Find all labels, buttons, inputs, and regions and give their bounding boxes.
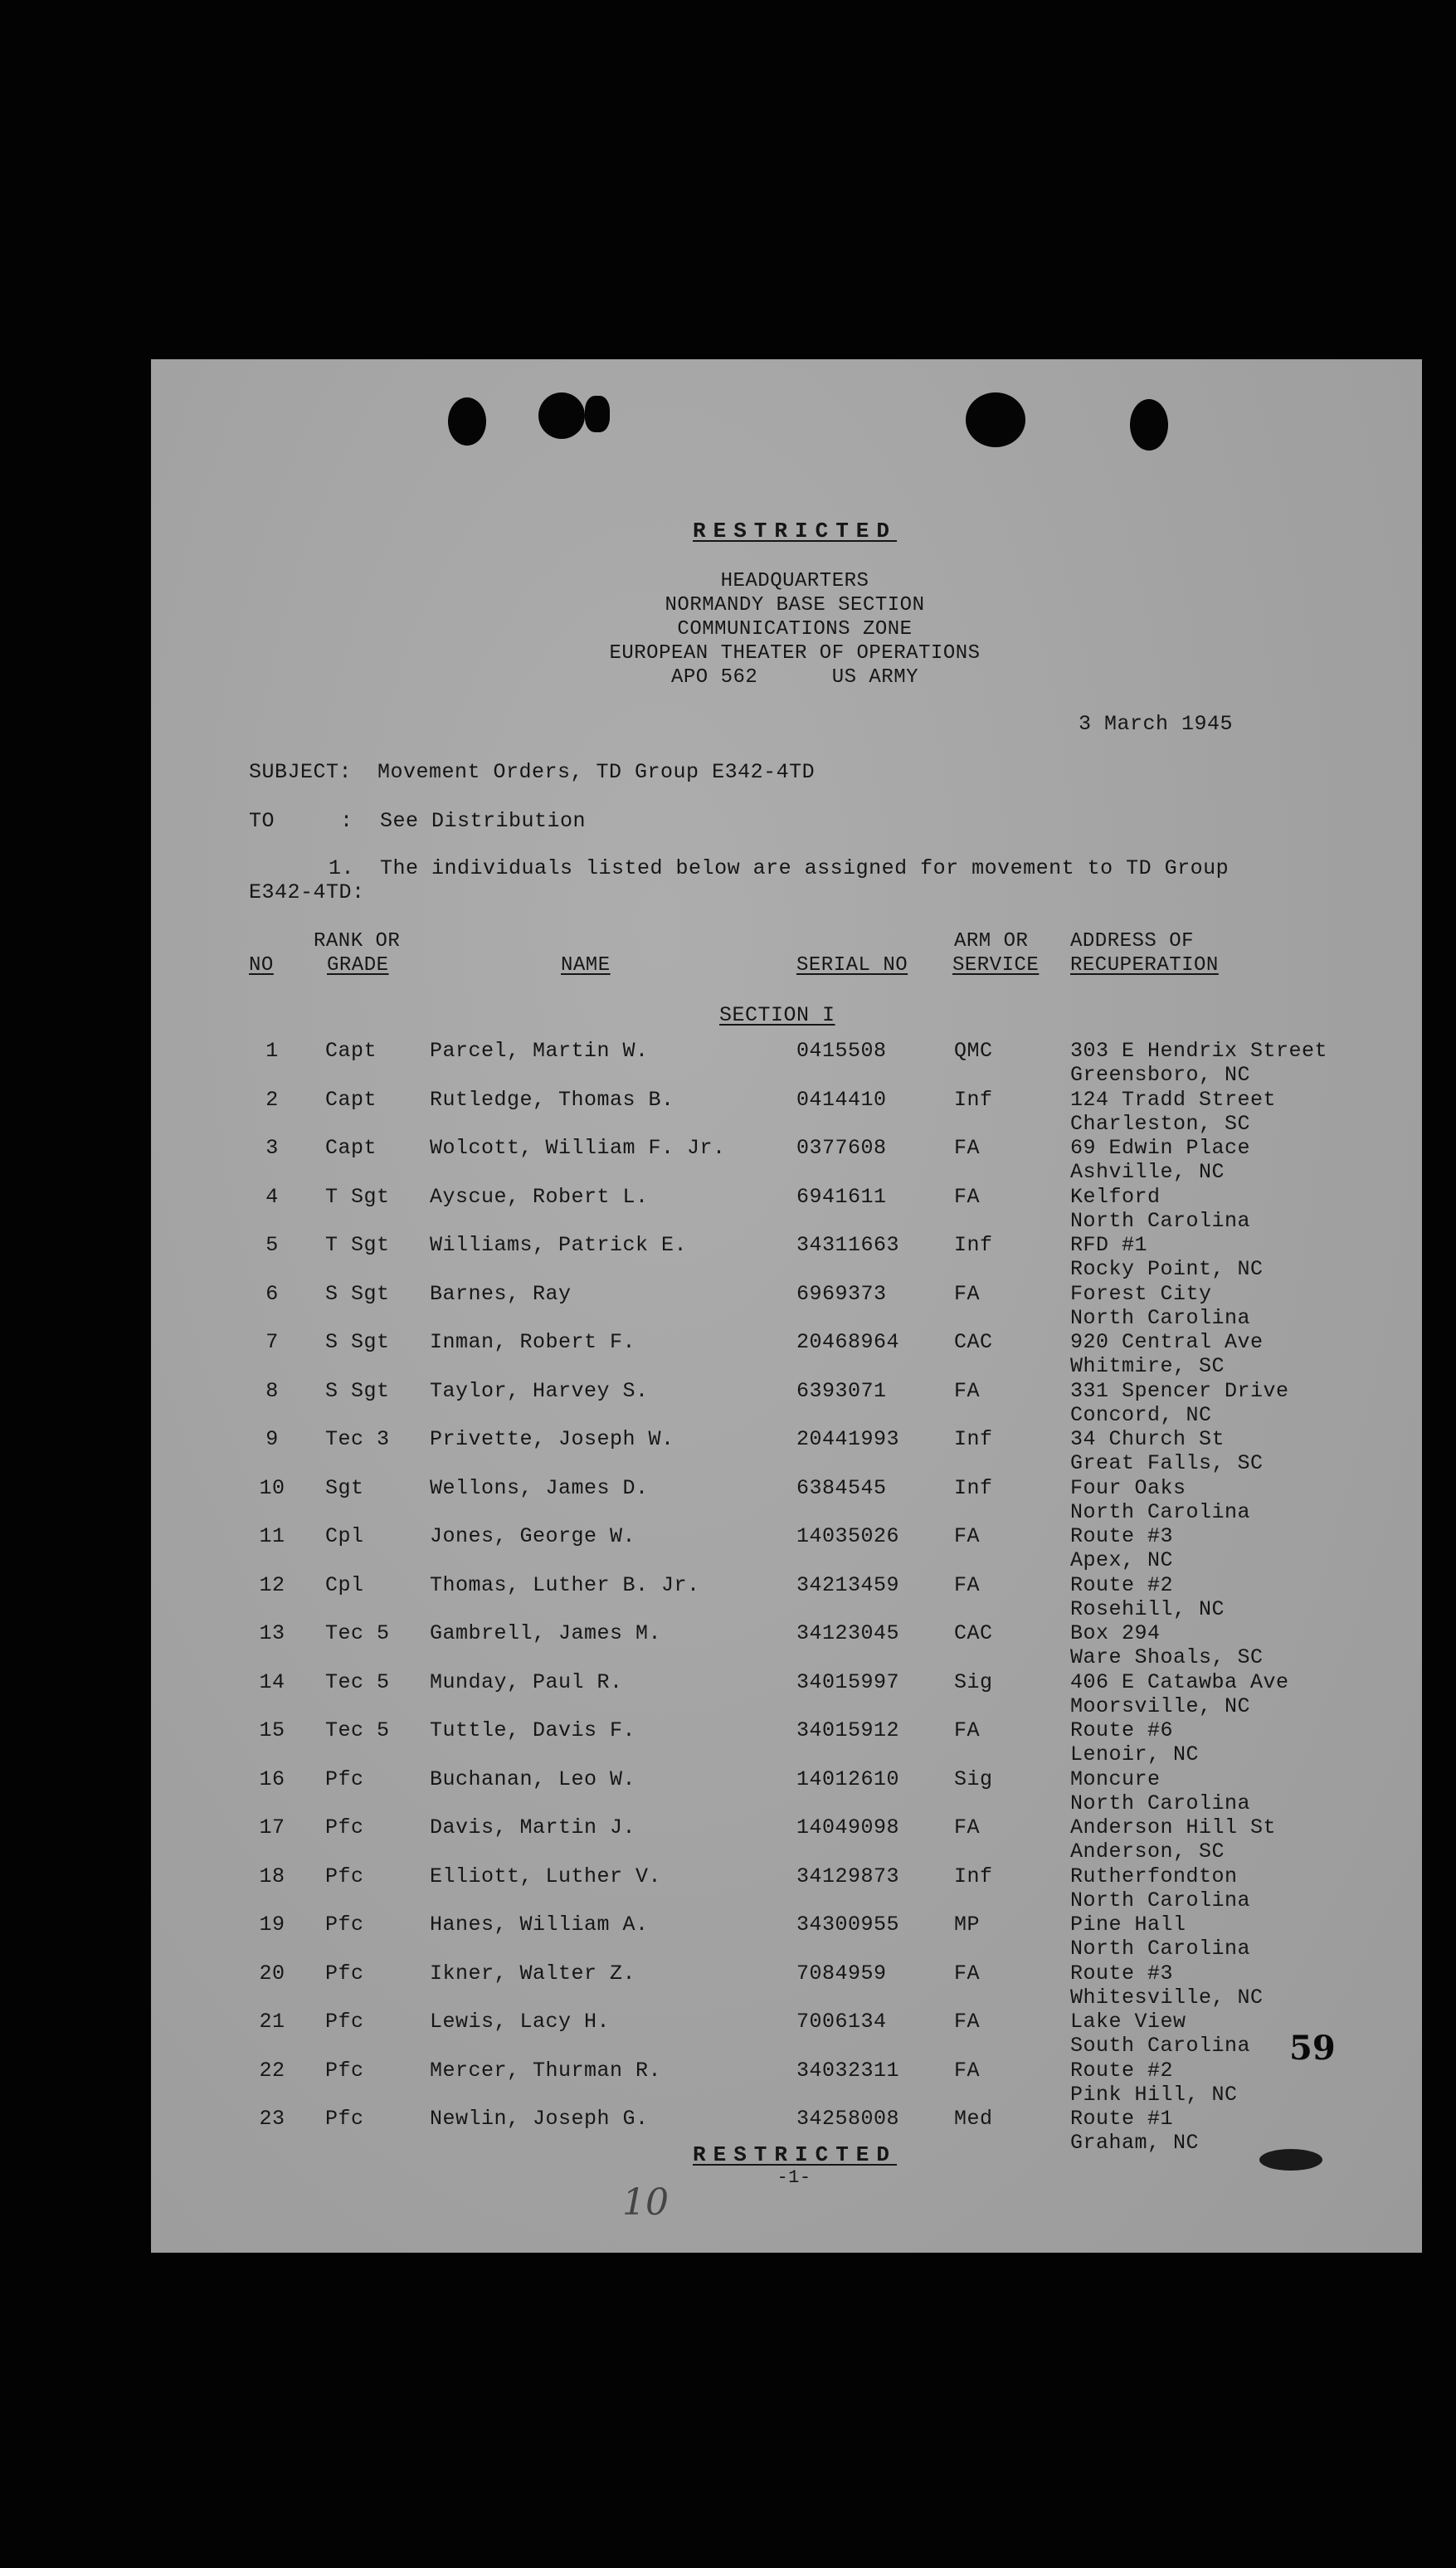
row-name: Privette, Joseph W. (430, 1427, 674, 1451)
table-row (151, 1671, 1422, 1719)
table-row (151, 1768, 1422, 1816)
row-number: 12 (259, 1572, 285, 1597)
row-rank: S Sgt (325, 1378, 390, 1403)
row-number: 5 (265, 1233, 279, 1257)
row-number: 8 (265, 1378, 279, 1403)
row-name: Ayscue, Robert L. (430, 1184, 649, 1209)
row-address-line-1: RFD #1 (1070, 1233, 1148, 1257)
row-arm: MP (954, 1913, 981, 1937)
table-row (151, 1477, 1422, 1525)
row-address-line-1: 69 Edwin Place (1070, 1136, 1251, 1160)
to-label: TO (249, 809, 275, 833)
row-arm: FA (954, 1378, 981, 1403)
row-rank: Capt (325, 1087, 377, 1112)
row-rank: Pfc (325, 1961, 364, 1986)
row-serial: 34129873 (796, 1864, 900, 1888)
col-name: NAME (561, 954, 611, 977)
row-address-line-2: North Carolina (1070, 1305, 1251, 1330)
row-address-line-2: Whitmire, SC (1070, 1354, 1225, 1378)
row-serial: 34015912 (796, 1718, 900, 1742)
row-number: 18 (259, 1864, 285, 1888)
row-name: Lewis, Lacy H. (430, 2010, 611, 2034)
row-rank: Pfc (325, 1815, 364, 1840)
to-colon: : (340, 809, 353, 833)
row-number: 13 (259, 1621, 285, 1645)
row-name: Wolcott, William F. Jr. (430, 1136, 726, 1160)
paragraph-number: 1. (329, 856, 355, 880)
row-name: Mercer, Thurman R. (430, 2058, 662, 2083)
table-row (151, 1719, 1422, 1767)
hq-line-3: COMMUNICATIONS ZONE (677, 618, 913, 641)
row-number: 17 (259, 1815, 285, 1840)
table-row (151, 1137, 1422, 1185)
row-rank: S Sgt (325, 1281, 390, 1306)
row-rank: Tec 5 (325, 1669, 390, 1694)
table-row (151, 1089, 1422, 1137)
row-address-line-1: Route #1 (1070, 2107, 1174, 2131)
punch-hole (585, 396, 610, 432)
row-rank: T Sgt (325, 1233, 390, 1257)
col-no: NO (249, 954, 274, 977)
row-name: Munday, Paul R. (430, 1669, 623, 1694)
row-rank: Cpl (325, 1524, 364, 1548)
row-arm: CAC (954, 1330, 993, 1354)
classification-top: RESTRICTED (692, 519, 898, 543)
row-address-line-1: Route #3 (1070, 1961, 1174, 1986)
row-address-line-1: Four Oaks (1070, 1475, 1186, 1500)
row-number: 4 (265, 1184, 279, 1209)
row-serial: 14035026 (796, 1524, 900, 1548)
row-address-line-2: North Carolina (1070, 1208, 1251, 1233)
row-arm: FA (954, 1184, 981, 1209)
row-name: Hanes, William A. (430, 1913, 649, 1937)
row-number: 20 (259, 1961, 285, 1986)
row-name: Williams, Patrick E. (430, 1233, 688, 1257)
row-arm: CAC (954, 1621, 993, 1645)
page-stamp: 59 (1289, 2029, 1336, 2068)
to-text: See Distribution (380, 809, 587, 833)
punch-hole (1130, 399, 1168, 451)
row-serial: 0414410 (796, 1087, 887, 1112)
row-address-line-1: Rutherfondton (1070, 1864, 1238, 1888)
row-number: 11 (259, 1524, 285, 1548)
subject-text: Movement Orders, TD Group E342-4TD (377, 760, 816, 784)
row-name: Davis, Martin J. (430, 1815, 636, 1840)
row-rank: Pfc (325, 1864, 364, 1888)
row-address-line-1: 124 Tradd Street (1070, 1087, 1277, 1112)
row-serial: 6969373 (796, 1281, 887, 1306)
row-address-line-2: Moorsville, NC (1070, 1693, 1251, 1718)
row-address-line-1: 920 Central Ave (1070, 1330, 1264, 1354)
row-number: 10 (259, 1475, 285, 1500)
row-address-line-2: Great Falls, SC (1070, 1451, 1264, 1475)
row-serial: 34123045 (796, 1621, 900, 1645)
punch-hole (448, 397, 486, 446)
table-row (151, 1186, 1422, 1234)
hq-line-5: APO 562 US ARMY (670, 666, 919, 689)
row-address-line-1: Route #2 (1070, 1572, 1174, 1597)
row-arm: FA (954, 2058, 981, 2083)
row-address-line-2: South Carolina (1070, 2034, 1251, 2058)
row-name: Jones, George W. (430, 1524, 636, 1548)
row-rank: Cpl (325, 1572, 364, 1597)
row-number: 1 (265, 1039, 279, 1063)
col-arm-top: ARM OR (954, 930, 1029, 953)
section-title: SECTION I (719, 1003, 835, 1027)
row-name: Barnes, Ray (430, 1281, 572, 1306)
row-serial: 34258008 (796, 2107, 900, 2131)
row-rank: Pfc (325, 2058, 364, 2083)
row-number: 7 (265, 1330, 279, 1354)
row-number: 23 (259, 2107, 285, 2131)
row-serial: 7006134 (796, 2010, 887, 2034)
row-serial: 6393071 (796, 1378, 887, 1403)
row-rank: Capt (325, 1039, 377, 1063)
row-number: 21 (259, 2010, 285, 2034)
table-row (151, 1962, 1422, 2010)
row-serial: 34213459 (796, 1572, 900, 1597)
row-address-line-2: Charleston, SC (1070, 1111, 1251, 1136)
row-rank: Pfc (325, 1766, 364, 1791)
row-name: Parcel, Martin W. (430, 1039, 649, 1063)
classification-bottom: RESTRICTED (692, 2142, 898, 2167)
row-address-line-1: Forest City (1070, 1281, 1212, 1306)
row-arm: FA (954, 1572, 981, 1597)
row-arm: Med (954, 2107, 993, 2131)
row-address-line-2: Whitesville, NC (1070, 1985, 1264, 2010)
table-row (151, 1428, 1422, 1476)
table-row (151, 1913, 1422, 1961)
row-rank: Pfc (325, 2107, 364, 2131)
row-arm: FA (954, 1524, 981, 1548)
handwritten-mark: 10 (622, 2181, 669, 2224)
row-name: Inman, Robert F. (430, 1330, 636, 1354)
row-serial: 7084959 (796, 1961, 887, 1986)
punch-hole (538, 392, 585, 439)
row-name: Thomas, Luther B. Jr. (430, 1572, 700, 1597)
row-address-line-1: Lake View (1070, 2010, 1186, 2034)
table-row (151, 1040, 1422, 1088)
row-address-line-1: 331 Spencer Drive (1070, 1378, 1289, 1403)
row-arm: Sig (954, 1669, 993, 1694)
table-row (151, 1234, 1422, 1282)
row-number: 9 (265, 1427, 279, 1451)
row-address-line-2: Rocky Point, NC (1070, 1257, 1264, 1281)
row-address-line-2: North Carolina (1070, 1791, 1251, 1815)
row-address-line-2: Pink Hill, NC (1070, 2082, 1238, 2107)
table-row (151, 2059, 1422, 2108)
row-rank: Pfc (325, 1913, 364, 1937)
row-address-line-2: Concord, NC (1070, 1402, 1212, 1427)
row-arm: QMC (954, 1039, 993, 1063)
row-address-line-1: 406 E Catawba Ave (1070, 1669, 1289, 1694)
table-row (151, 1622, 1422, 1670)
row-name: Elliott, Luther V. (430, 1864, 662, 1888)
row-name: Taylor, Harvey S. (430, 1378, 649, 1403)
row-arm: FA (954, 1961, 981, 1986)
paragraph-line-2: E342-4TD: (249, 880, 365, 904)
row-name: Ikner, Walter Z. (430, 1961, 636, 1986)
row-number: 3 (265, 1136, 279, 1160)
row-serial: 6941611 (796, 1184, 887, 1209)
row-name: Rutledge, Thomas B. (430, 1087, 674, 1112)
row-arm: Inf (954, 1475, 993, 1500)
row-address-line-2: North Carolina (1070, 1888, 1251, 1913)
col-addr-bottom: RECUPERATION (1070, 954, 1219, 977)
row-number: 15 (259, 1718, 285, 1742)
row-name: Newlin, Joseph G. (430, 2107, 649, 2131)
row-rank: Tec 5 (325, 1621, 390, 1645)
col-addr-top: ADDRESS OF (1070, 930, 1195, 953)
row-number: 22 (259, 2058, 285, 2083)
row-address-line-1: 34 Church St (1070, 1427, 1225, 1451)
row-address-line-2: Greensboro, NC (1070, 1063, 1251, 1087)
page-number: -1- (777, 2167, 811, 2188)
row-serial: 34015997 (796, 1669, 900, 1694)
row-serial: 14049098 (796, 1815, 900, 1840)
row-address-line-2: Ashville, NC (1070, 1160, 1225, 1184)
row-serial: 34311663 (796, 1233, 900, 1257)
row-arm: Inf (954, 1864, 993, 1888)
row-serial: 14012610 (796, 1766, 900, 1791)
row-address-line-1: Anderson Hill St (1070, 1815, 1277, 1840)
hq-line-2: NORMANDY BASE SECTION (665, 594, 925, 616)
row-rank: T Sgt (325, 1184, 390, 1209)
row-rank: Tec 3 (325, 1427, 390, 1451)
row-rank: Pfc (325, 2010, 364, 2034)
row-address-line-2: Lenoir, NC (1070, 1742, 1200, 1766)
row-address-line-2: Apex, NC (1070, 1548, 1174, 1572)
row-address-line-2: Anderson, SC (1070, 1840, 1225, 1864)
row-number: 19 (259, 1913, 285, 1937)
row-number: 2 (265, 1087, 279, 1112)
row-address-line-2: North Carolina (1070, 1499, 1251, 1524)
row-arm: FA (954, 1136, 981, 1160)
row-address-line-1: Route #6 (1070, 1718, 1174, 1742)
row-address-line-1: Pine Hall (1070, 1913, 1186, 1937)
paragraph-line-1: The individuals listed below are assigned for movement to TD Group (380, 856, 1230, 880)
table-row (151, 2010, 1422, 2059)
col-rank-bottom: GRADE (327, 954, 389, 977)
punch-hole (966, 392, 1025, 447)
row-serial: 20441993 (796, 1427, 900, 1451)
row-rank: Capt (325, 1136, 377, 1160)
row-name: Gambrell, James M. (430, 1621, 662, 1645)
row-arm: FA (954, 1281, 981, 1306)
ink-smudge (1259, 2149, 1322, 2171)
table-row (151, 1816, 1422, 1864)
row-address-line-1: 303 E Hendrix Street (1070, 1039, 1328, 1063)
table-row (151, 1331, 1422, 1379)
row-address-line-1: Route #3 (1070, 1524, 1174, 1548)
row-address-line-1: Moncure (1070, 1766, 1161, 1791)
row-arm: FA (954, 1815, 981, 1840)
col-serial: SERIAL NO (796, 954, 908, 977)
row-address-line-2: Graham, NC (1070, 2131, 1200, 2155)
row-serial: 34300955 (796, 1913, 900, 1937)
row-rank: Sgt (325, 1475, 364, 1500)
row-address-line-1: Route #2 (1070, 2058, 1174, 2083)
row-serial: 6384545 (796, 1475, 887, 1500)
hq-line-1: HEADQUARTERS (720, 570, 869, 592)
hq-line-4: EUROPEAN THEATER OF OPERATIONS (609, 642, 981, 665)
col-rank-top: RANK OR (314, 930, 401, 953)
document-date: 3 March 1945 (1079, 712, 1234, 736)
row-arm: Sig (954, 1766, 993, 1791)
row-name: Wellons, James D. (430, 1475, 649, 1500)
table-row (151, 1865, 1422, 1913)
subject-label: SUBJECT: (249, 760, 353, 784)
row-address-line-2: North Carolina (1070, 1937, 1251, 1961)
row-arm: Inf (954, 1427, 993, 1451)
row-arm: Inf (954, 1233, 993, 1257)
row-address-line-1: Box 294 (1070, 1621, 1161, 1645)
row-arm: FA (954, 2010, 981, 2034)
row-number: 16 (259, 1766, 285, 1791)
col-arm-bottom: SERVICE (952, 954, 1040, 977)
table-row (151, 1283, 1422, 1331)
table-row (151, 1574, 1422, 1622)
row-address-line-2: Ware Shoals, SC (1070, 1645, 1264, 1669)
row-name: Buchanan, Leo W. (430, 1766, 636, 1791)
row-address-line-2: Rosehill, NC (1070, 1596, 1225, 1621)
row-rank: S Sgt (325, 1330, 390, 1354)
row-name: Tuttle, Davis F. (430, 1718, 636, 1742)
row-address-line-1: Kelford (1070, 1184, 1161, 1209)
row-arm: FA (954, 1718, 981, 1742)
row-serial: 0377608 (796, 1136, 887, 1160)
row-number: 6 (265, 1281, 279, 1306)
table-row (151, 1525, 1422, 1573)
row-serial: 20468964 (796, 1330, 900, 1354)
row-arm: Inf (954, 1087, 993, 1112)
row-serial: 0415508 (796, 1039, 887, 1063)
table-row (151, 1380, 1422, 1428)
row-rank: Tec 5 (325, 1718, 390, 1742)
row-number: 14 (259, 1669, 285, 1694)
document-page (151, 359, 1422, 2253)
row-serial: 34032311 (796, 2058, 900, 2083)
